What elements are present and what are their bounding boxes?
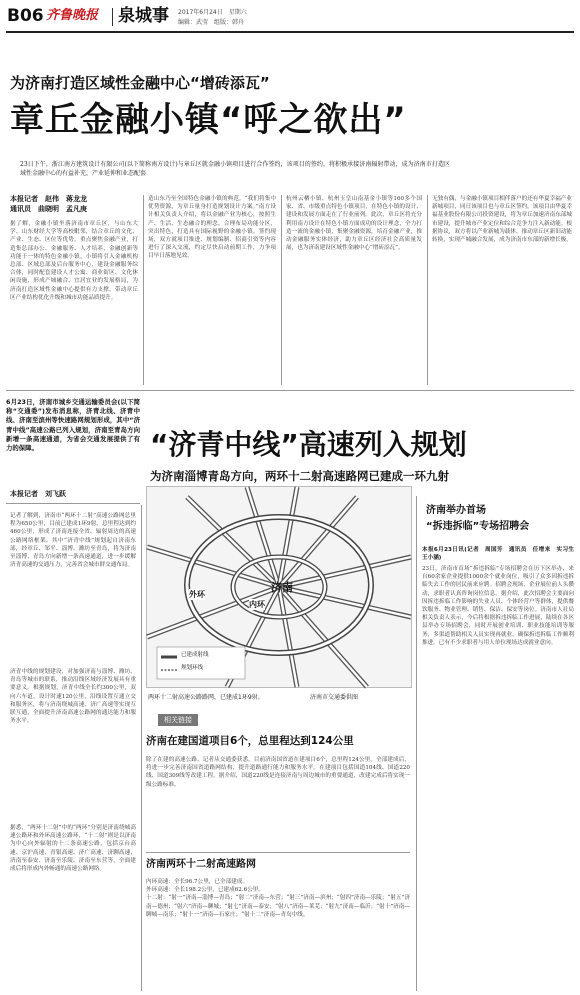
masthead-logo: 齐鲁晚报 — [46, 8, 99, 23]
header-rule — [6, 31, 574, 33]
lead-kicker: 为济南打造区域性金融中心“增砖添瓦” — [10, 74, 270, 92]
network-title: 济南两环十二射高速路网 — [146, 859, 256, 870]
related-label: 相关链接 — [158, 714, 198, 726]
page-header — [0, 0, 580, 34]
lead-column-1: 据了解，金融小镇坐落济南市章丘区，与山东大学、山东财经大学等高校毗邻，结合章丘的文化、产业、生态、区位等优势，重点聚焦金融产业，打造集总部办公、金融服务、人才培养、金融创新等功能于一体的特色金融小镇。小镇将引入金融机构总部、区域总部及后台服务中心，建设金融服务综合体，同时配套建设人才公寓、商业街区、文化休闲设施，形成产城融合、宜居宜业的发展格局，为济南打造区域性金融中心提供有力支撑，带动章丘区产业结构优化升级和城市功能品质提升。 — [10, 221, 138, 301]
map-inner-ring-label: 内环 — [249, 600, 265, 609]
brief-box — [6, 398, 140, 474]
map-legend-built: 已建成射线 — [181, 652, 209, 658]
page-number: B06 — [7, 6, 44, 26]
lead-column-3: 杭州云栖小镇、杭州玉皇山南基金小镇等160多个国家、省、市级重点特色小镇项目，在特色小镇的设计、建设和发展方面走在了行业前列。此次，章丘区将充分利用南方设计在特色小镇方面成功的设计理念，全力打造一流的金融小镇，集聚金融资源，培育金融产业，推动金融服务实体经济，助力章丘区经济社会高质量发展，也为济南建设区域性金融中心“增砖添瓦”。 — [286, 196, 422, 252]
brief-text: 6月23日，济南市城乡交通运输委员会(以下简称“交通委”)发布消息称，济青北线、济青中线、济南至滨州等快速路网规划形成，其中“济青中线”高速公路已列入规划，济南至青岛方向新增一条高速通道，为省会交通发展提供了有力的保障。 — [6, 398, 140, 453]
section-divider — [6, 390, 574, 391]
feature-subhead: 为济南淄博青岛方向，两环十二射高速路网已建成一环九射 — [150, 469, 449, 483]
network-details: 内环高速：全长96.7公里，已全部建成。 外环高速：全长198.2公里，已建成62.6公里。 十二射：“射一”济南—淄博—青岛；“射二”济南—东营；“射三”济南—滨州；“射四”济南—乐陵；“射五”济南—德州；“射六”济南—聊城；“射七”济南—泰安；“射八”济南—莱芜；“射九”济南—临沂；“射十”济南—聊城—南乐；“射十一”济南—石家庄；“射十二”济南—青岛中线。 — [146, 879, 410, 918]
side-byline: 本报6月23日讯(记者 周国芳 通讯员 任增来 实习生 王小涵) — [422, 547, 580, 562]
column-divider — [143, 195, 144, 385]
brief-byline: 本报记者 刘飞跃 — [10, 490, 66, 498]
related-divider — [146, 852, 410, 853]
highway-map — [146, 486, 412, 688]
side-body: 23日，济南市首场“拆违拆临”专场招聘会在历下区举办，来自60余家企业提供1000余个就业岗位，吸引了众多因拆违拆临失去工作的居民前来应聘。招聘会现场，企业展位前人头攒动，求职者认真咨询岗位信息。据介绍，此次招聘会主要面向因拆违拆临工作影响的失业人员、个体经营户等群体，提供餐饮服务、物业管理、销售、保洁、保安等岗位。济南市人社局相关负责人表示，今后将根据拆违拆临工作进展，陆续在各区县举办专场招聘会，同时开展创业培训、职业技能培训等服务，多渠道帮助相关人员实现再就业，确保拆违拆临工作顺利推进。已有不少求职者与用人单位现场达成就业意向。 — [422, 566, 574, 646]
issue-date: 2017年6月24日 星期六 — [178, 9, 247, 16]
lead-byline: 本报记者 赵伟 蒋龙龙 通讯员 曲晓明 孟凡庚 — [10, 195, 87, 213]
map-caption: 两环十二射高速公路路网，已建成1环9射。 — [148, 694, 264, 701]
related-title: 济南在建国道项目6个，总里程达到124公里 — [146, 735, 354, 747]
map-outer-ring-label: 外环 — [189, 590, 205, 599]
lead-summary: 23日下午，浙江南方建筑设计有限公司(以下简称南方设计)与章丘区就金融小镇项目进行合作签约，该项目的签约，将积极承接济南辐射带动，成为济南市打造区域性金融中心的有益补充，产业延伸和业态配套 — [20, 161, 450, 177]
side-title-line-1: 济南举办首场 — [426, 505, 486, 516]
brief-divider — [6, 503, 140, 504]
feature-headline: “济青中线”高速列入规划 — [150, 428, 467, 461]
lead-column-4: 无独有偶，与金融小镇项目相伴落户的还有华夏幸福产业新城项目，同日该项目也与章丘区签约。该项目由华夏幸福基业股份有限公司投资建设，将为章丘加速济南东部城市建设，提升城市产业定位和综合竞争力注入新动能。根据协议，双方将以产业新城为载体，推动章丘区新旧动能转换，实现产城融合发展，成为济南市东部的新增长极。 — [432, 196, 572, 244]
map-city-label: 济南 — [271, 581, 293, 594]
editors-line: 编辑：武莹 组版：韩舟 — [178, 19, 245, 26]
related-body: 除了在建的高速公路，记者从交通委获悉，目前济南国省道在建项目6个，总里程124公里。全部建成后，将进一步完善济南国省道路网结构，提升道路通行能力和服务水平。在建项目包括国道104线、国道220线、国道309线等改建工程。据介绍，国道220线是连接济南与周边城市的重要通道，改建完成后将实现一级公路标准。 — [146, 757, 410, 788]
column-divider — [281, 195, 282, 385]
side-title-line-2: “拆违拆临”专场招聘会 — [426, 521, 530, 532]
lead-headline: 章丘金融小镇“呼之欲出” — [10, 100, 407, 140]
column-divider — [427, 195, 428, 385]
lead-column-2: 造山东乃至全国特色金融小镇的典范。“我们将集中优势资源，为章丘量身打造规划设计方案。”南方设计相关负责人介绍，将以金融产业为核心，按照生产、生活、生态融合的理念，合理布局功能分区，突出特色，打造具有国际视野的金融小镇。签约现场，双方就项目推进、规划编制、招商引资等内容进行了深入交流，约定尽快启动前期工作，力争项目早日落地见效。 — [148, 196, 276, 260]
feature-column-3: 据悉，“两环十二射”中的“两环”分别是济南绕城高速公路环和外环高速公路环，“十二射”则是以济南为中心向外辐射的十二条高速公路，包括京台高速、京沪高速、青银高速、济广高速、济聊高速、济南至泰安、济南至乐陵、济南至东营等，全面建成后将形成内外畅通的高速公路网络。 — [10, 825, 136, 873]
feature-column-2: 济青中线的规划建设，对加强济南与淄博、潍坊、青岛等城市的联系，推动沿线区域经济发展具有重要意义。根据规划，济青中线全长约300公里，双向六车道，设计时速120公里，沿线设置互通立交和服务区，将与济南绕城高速、济广高速等实现互联互通，全面提升济南高速公路网的通达能力和服务水平。 — [10, 669, 136, 725]
column-divider — [416, 496, 417, 991]
column-divider — [141, 505, 142, 991]
feature-column-1: 记者了解到，济南市“两环十二射”高速公路网总里程为650公里，目前已建成1环9射，总里程达到约460公里，形成了济南连接全省、辐射周边的高速公路网络框架。其中“济青中线”规划起自济南东部，经章丘、邹平、淄博、潍坊至青岛，将为济南至淄博、青岛方向新增一条高速通道，进一步缓解济青高速的交通压力，完善省会城市群交通布局。 — [10, 513, 136, 569]
header-divider — [112, 8, 113, 26]
map-credit: 济南市交通委供图 — [310, 694, 359, 701]
section-name: 泉城事 — [118, 6, 169, 26]
map-legend-planned: 规划环线 — [181, 665, 204, 671]
